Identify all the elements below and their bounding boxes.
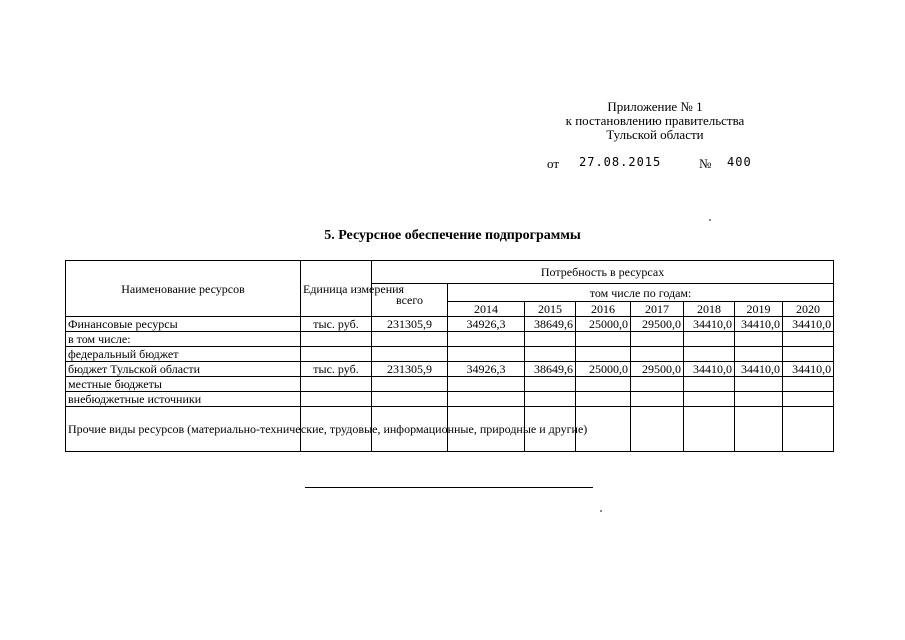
year-value-cell	[735, 347, 783, 362]
header-years-group: том числе по годам:	[448, 284, 834, 302]
header-year: 2017	[631, 302, 684, 317]
year-value-cell	[525, 347, 576, 362]
year-value-cell	[576, 392, 631, 407]
year-value-cell: 34410,0	[735, 317, 783, 332]
year-value-cell: 34410,0	[783, 317, 834, 332]
resource-name-cell: в том числе:	[66, 332, 301, 347]
year-value-cell	[631, 407, 684, 452]
year-value-cell	[735, 392, 783, 407]
year-value-cell: 34410,0	[684, 317, 735, 332]
year-value-cell	[783, 347, 834, 362]
year-value-cell	[576, 377, 631, 392]
table-row	[66, 347, 834, 362]
year-value-cell	[684, 392, 735, 407]
year-value-cell	[783, 392, 834, 407]
year-value-cell	[735, 332, 783, 347]
separator-line	[305, 487, 593, 488]
year-value-cell	[684, 347, 735, 362]
year-value-cell: 29500,0	[631, 362, 684, 377]
table-row	[66, 407, 834, 452]
table-row	[66, 332, 834, 347]
resource-name-cell: бюджет Тульской области	[66, 362, 301, 377]
resolution-date-line	[547, 156, 777, 174]
unit-cell	[301, 332, 372, 347]
total-cell	[372, 377, 448, 392]
resource-name-cell: федеральный бюджет	[66, 347, 301, 362]
year-value-cell	[783, 407, 834, 452]
year-value-cell	[631, 392, 684, 407]
table-row	[66, 362, 834, 377]
header-year: 2015	[525, 302, 576, 317]
year-value-cell: 29500,0	[631, 317, 684, 332]
year-value-cell	[576, 332, 631, 347]
date-prefix-label: от	[547, 156, 560, 171]
total-cell	[372, 347, 448, 362]
year-value-cell	[684, 332, 735, 347]
year-value-cell	[684, 407, 735, 452]
year-value-cell: 34410,0	[783, 362, 834, 377]
year-value-cell: 34410,0	[735, 362, 783, 377]
resource-name-cell: Прочие виды ресурсов (материально-технические, трудовые, информационные, природные и другие)	[66, 407, 301, 452]
year-value-cell	[631, 332, 684, 347]
year-value-cell	[448, 347, 525, 362]
header-year: 2014	[448, 302, 525, 317]
year-value-cell	[448, 392, 525, 407]
unit-cell: тыс. руб.	[301, 317, 372, 332]
year-value-cell: 34926,3	[448, 362, 525, 377]
year-value-cell: 25000,0	[576, 362, 631, 377]
year-value-cell	[525, 377, 576, 392]
year-value-cell: 38649,6	[525, 362, 576, 377]
scan-speck	[709, 219, 711, 221]
year-value-cell	[783, 332, 834, 347]
year-value-cell	[684, 377, 735, 392]
year-value-cell	[631, 347, 684, 362]
table-row	[66, 392, 834, 407]
year-value-cell	[448, 377, 525, 392]
total-cell	[372, 392, 448, 407]
appendix-line-2: к постановлению правительства	[565, 113, 745, 128]
year-value-cell	[631, 377, 684, 392]
resource-name-cell: внебюджетные источники	[66, 392, 301, 407]
year-value-cell	[576, 347, 631, 362]
resource-name-cell: Финансовые ресурсы	[66, 317, 301, 332]
header-year: 2016	[576, 302, 631, 317]
year-value-cell: 38649,6	[525, 317, 576, 332]
unit-cell	[301, 347, 372, 362]
resource-name-cell: местные бюджеты	[66, 377, 301, 392]
year-value-cell	[525, 392, 576, 407]
header-resource-need: Потребность в ресурсах	[372, 261, 834, 284]
year-value-cell	[735, 407, 783, 452]
year-value-cell	[525, 332, 576, 347]
appendix-header	[530, 100, 780, 142]
year-value-cell: 25000,0	[576, 317, 631, 332]
resolution-date: 27.08.2015	[579, 155, 662, 169]
year-value-cell: 34410,0	[684, 362, 735, 377]
header-year: 2018	[684, 302, 735, 317]
header-unit: Единица измерения	[301, 261, 372, 317]
total-cell: 231305,9	[372, 317, 448, 332]
header-resource-name: Наименование ресурсов	[66, 261, 301, 317]
unit-cell	[301, 377, 372, 392]
appendix-line-1: Приложение № 1	[607, 99, 703, 114]
year-value-cell	[735, 377, 783, 392]
header-total: всего	[372, 284, 448, 317]
unit-cell: тыс. руб.	[301, 362, 372, 377]
year-value-cell	[783, 377, 834, 392]
table-row	[66, 317, 834, 332]
scan-speck	[600, 510, 602, 512]
resolution-number: 400	[727, 155, 752, 169]
year-value-cell	[448, 332, 525, 347]
number-sign-label: №	[699, 156, 712, 171]
unit-cell	[301, 392, 372, 407]
section-title: 5. Ресурсное обеспечение подпрограммы	[324, 228, 581, 243]
resource-table	[65, 260, 834, 452]
table-row	[66, 377, 834, 392]
appendix-line-3: Тульской области	[606, 127, 704, 142]
total-cell	[372, 332, 448, 347]
header-year: 2019	[735, 302, 783, 317]
year-value-cell: 34926,3	[448, 317, 525, 332]
total-cell: 231305,9	[372, 362, 448, 377]
header-year: 2020	[783, 302, 834, 317]
